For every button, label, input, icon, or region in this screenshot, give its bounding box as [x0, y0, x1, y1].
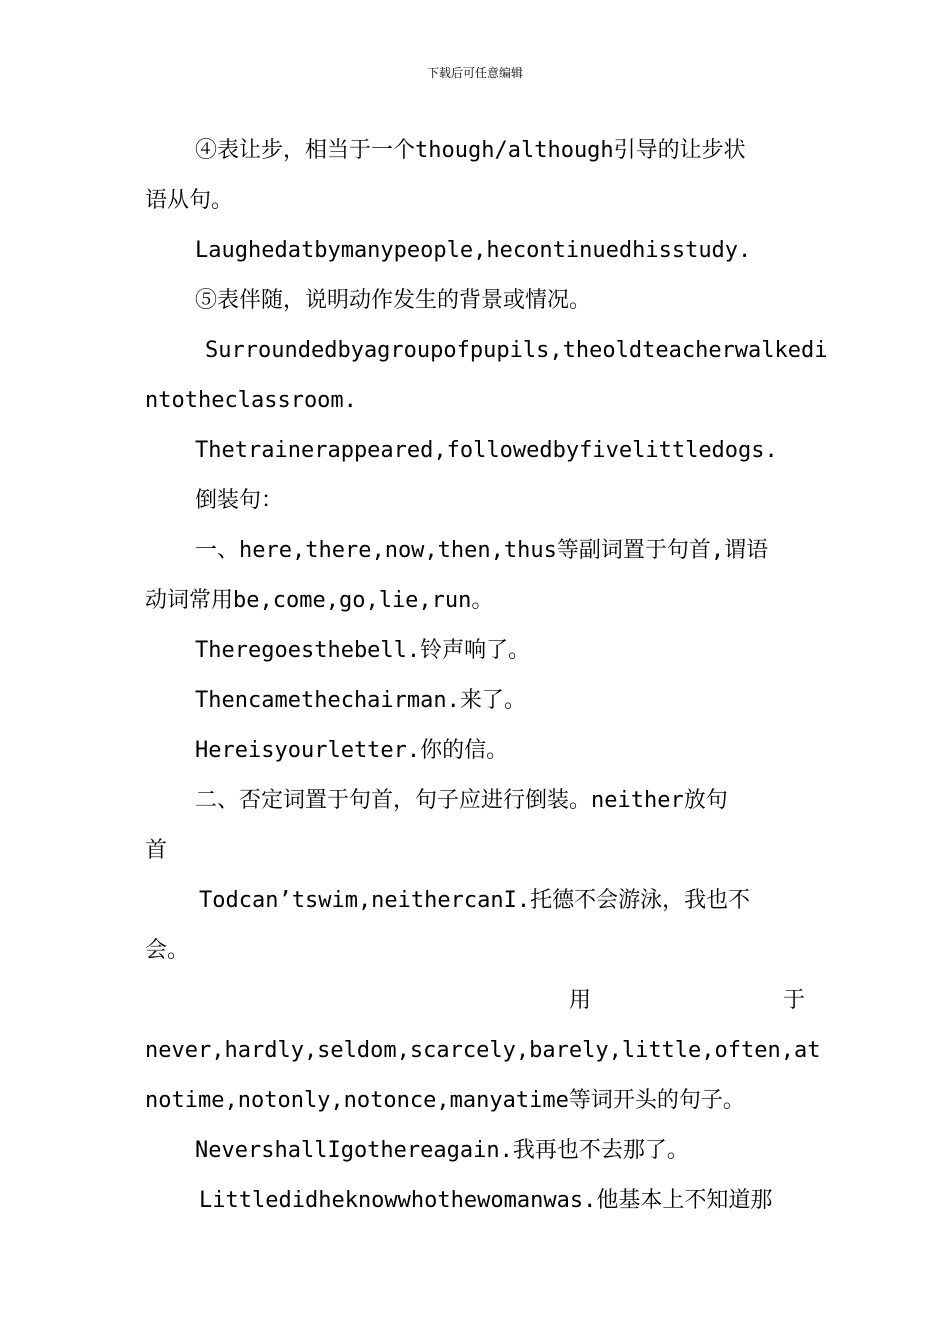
text-line: Hereisyourletter.你的信。 — [195, 738, 509, 763]
text-line: Theregoesthebell.铃声响了。 — [195, 638, 531, 663]
page-header: 下载后可任意编辑 — [426, 66, 523, 80]
text-line: NevershallIgothereagain.我再也不去那了。 — [195, 1138, 689, 1163]
text-line: Thetrainerappeared,followedbyfivelittledogs. — [195, 438, 778, 463]
text-line: 一、here,there,now,then,thus等副词置于句首,谓语 — [195, 538, 769, 563]
justified-line — [145, 976, 805, 1026]
section-heading: 倒装句： — [195, 488, 284, 513]
text-line: 语从句。 — [145, 188, 234, 213]
text-line: Surroundedbyagroupofpupils,theoldteacherwalkedi — [205, 338, 828, 363]
text-line: ntotheclassroom. — [145, 388, 357, 413]
text-line: 动词常用be,come,go,lie,run。 — [145, 588, 494, 613]
justified-word-2: 于 — [782, 988, 805, 1013]
text-line: 会。 — [145, 938, 190, 963]
document-body — [145, 126, 828, 1226]
text-line: never,hardly,seldom,scarcely,barely,little,often,at — [145, 1038, 821, 1063]
text-line: 二、否定词置于句首，句子应进行倒装。neither放句 — [195, 788, 728, 813]
text-line: Laughedatbymanypeople,hecontinuedhisstudy. — [195, 238, 752, 263]
justified-word-1: 用 — [569, 988, 592, 1013]
text-line: Thencamethechairman.来了。 — [195, 688, 526, 713]
text-line: notime,notonly,notonce,manyatime等词开头的句子。 — [145, 1088, 745, 1113]
text-line: Littledidheknowwhothewomanwas.他基本上不知道那 — [199, 1188, 773, 1213]
text-line: ④表让步，相当于一个though/although引导的让步状 — [195, 138, 746, 163]
text-line: ⑤表伴随，说明动作发生的背景或情况。 — [195, 288, 592, 313]
text-line: Todcan’tswim,neithercanI.托德不会游泳，我也不 — [199, 888, 751, 913]
text-line: 首 — [145, 838, 168, 863]
